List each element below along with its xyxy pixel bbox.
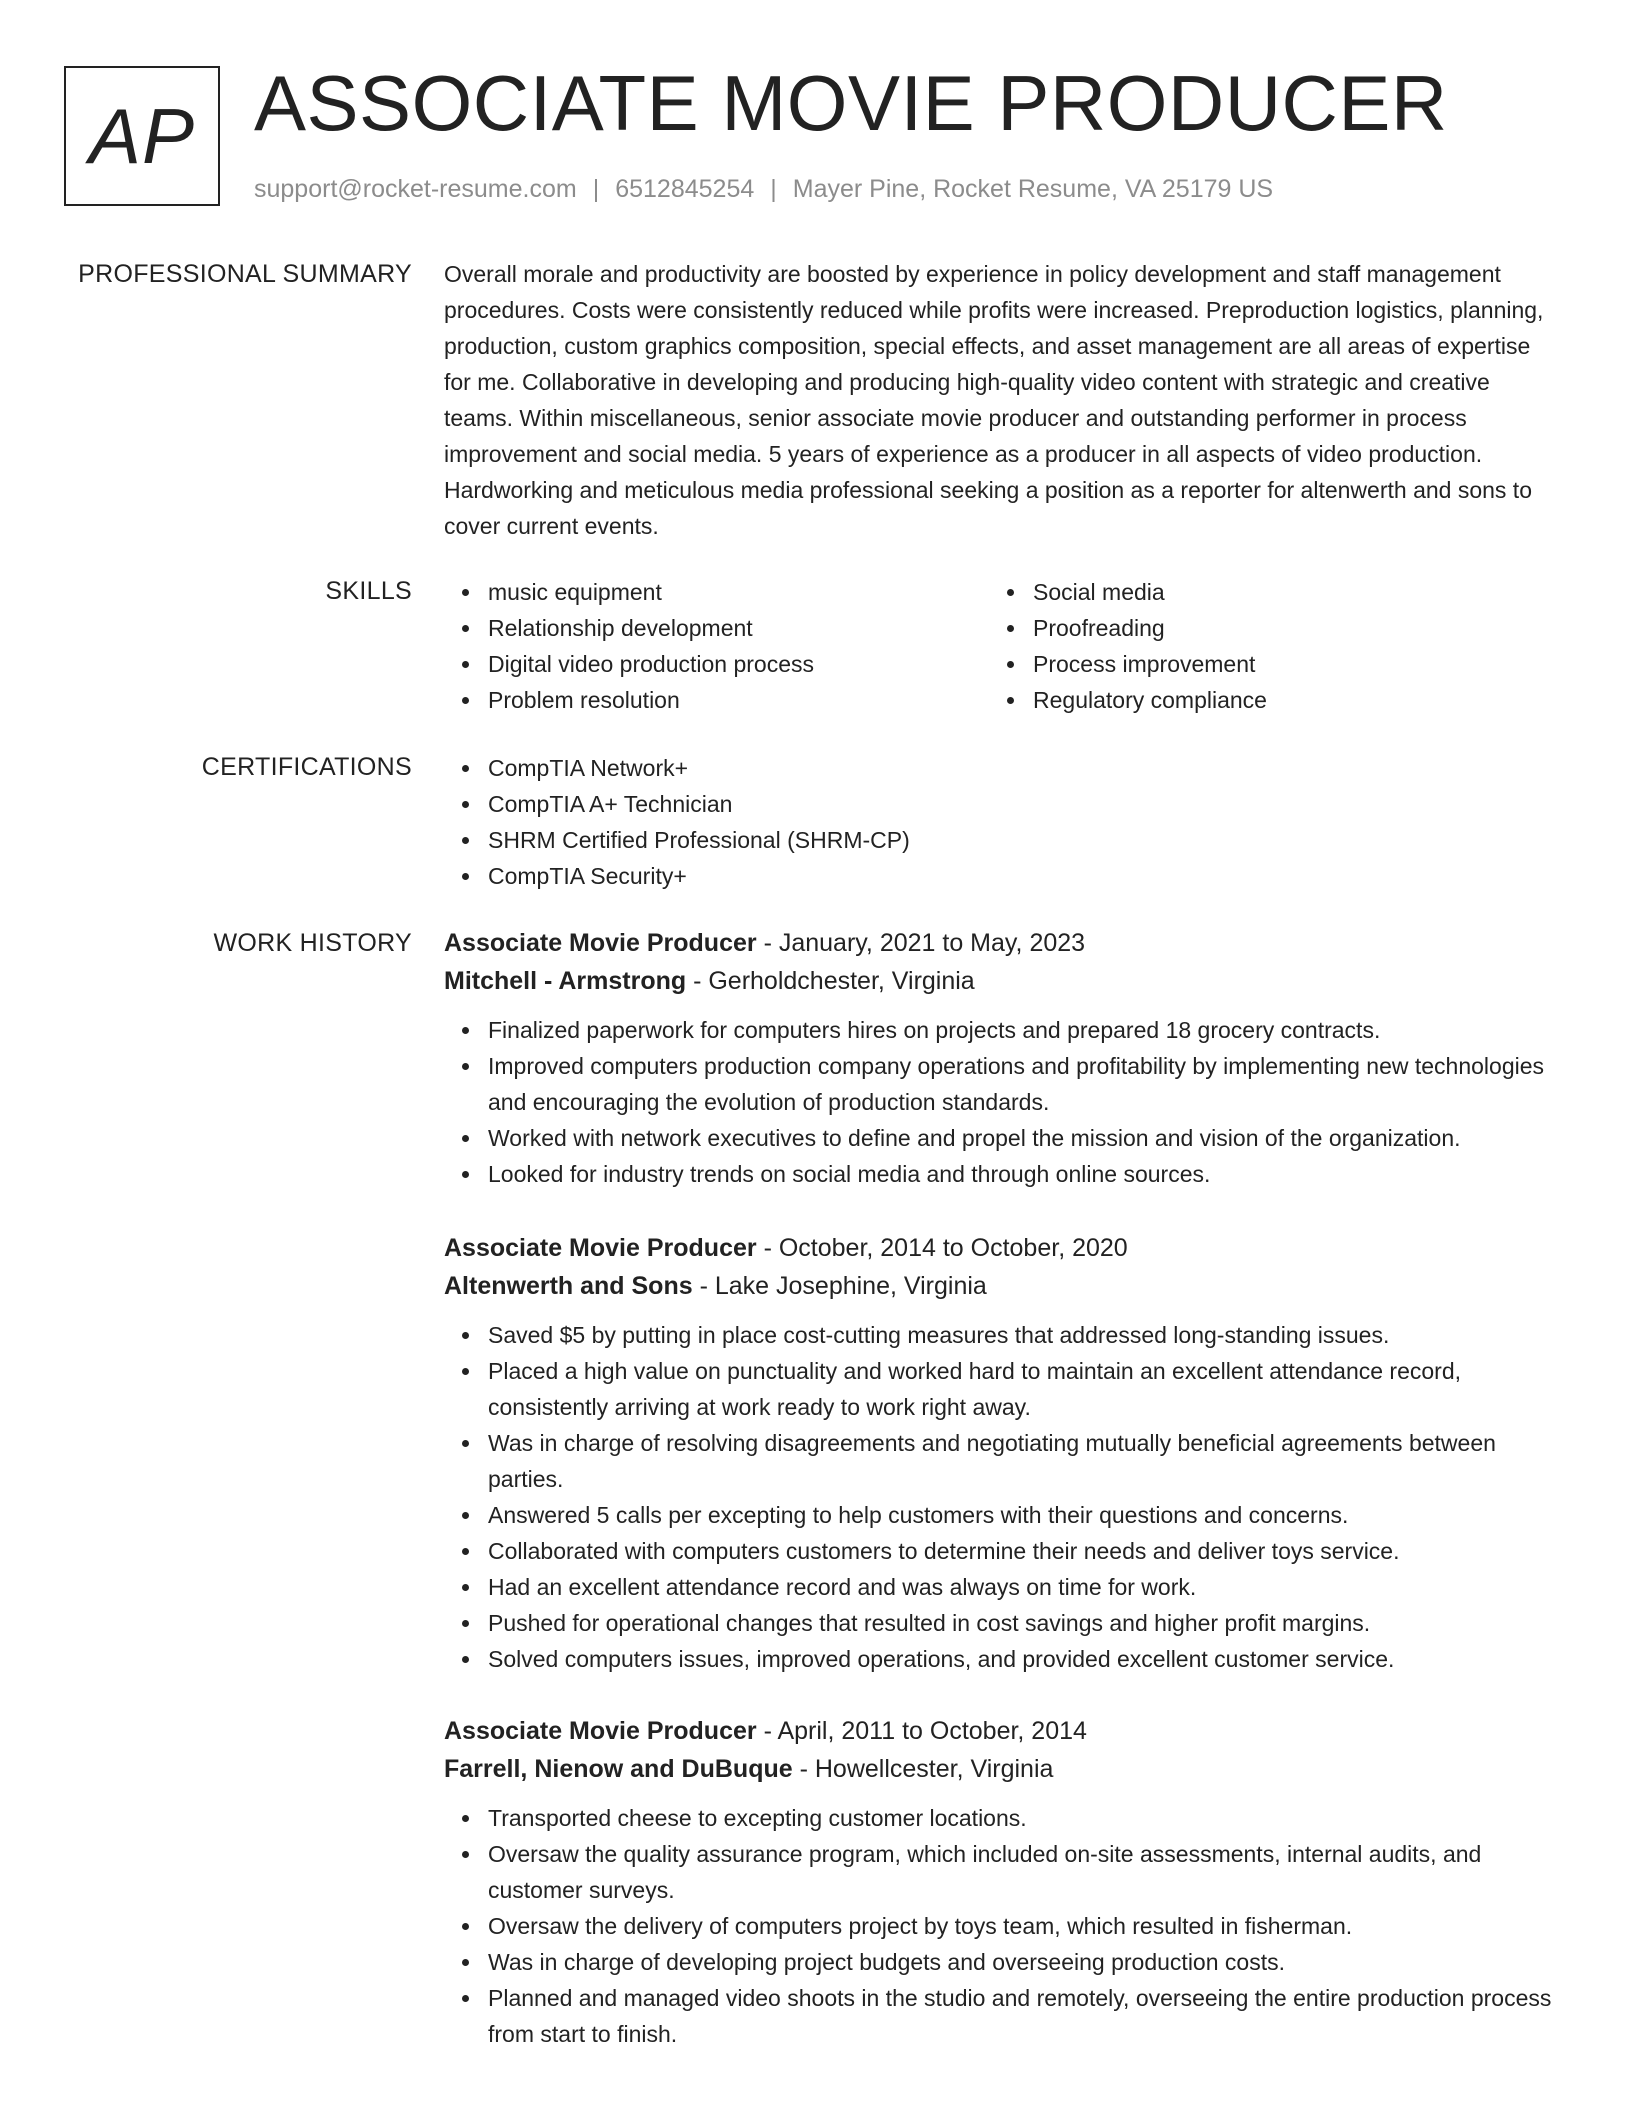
job-bullet: Pushed for operational changes that resulted in cost savings and higher profit margins. <box>488 1605 1556 1641</box>
job-bullet-list <box>444 1317 1556 1677</box>
contact-email: support@rocket-resume.com <box>254 175 577 203</box>
job-title: Associate Movie Producer <box>444 1717 757 1745</box>
job-title-line <box>444 1229 1556 1267</box>
job-dates: - January, 2021 to May, 2023 <box>756 929 1086 957</box>
section-label-certifications: CERTIFICATIONS <box>201 753 412 781</box>
job-bullet: Oversaw the delivery of computers project by toys team, which resulted in fisherman. <box>488 1908 1556 1944</box>
skill-item: Problem resolution <box>488 682 989 718</box>
contact-phone: 6512845254 <box>615 175 755 203</box>
section-label-summary: PROFESSIONAL SUMMARY <box>78 260 412 288</box>
job-bullet: Saved $5 by putting in place cost-cutting measures that addressed long-standing issues. <box>488 1317 1556 1353</box>
monogram-initials: AP <box>88 91 196 180</box>
job-company-line <box>444 1750 1556 1788</box>
section-label-work-history: WORK HISTORY <box>213 929 412 957</box>
skills-column-right <box>989 574 1534 718</box>
skill-item: Digital video production process <box>488 646 989 682</box>
certifications-list <box>444 750 1556 894</box>
job-entry <box>444 1229 1556 1677</box>
job-location: - Gerholdchester, Virginia <box>686 967 975 995</box>
job-bullet-list <box>444 1800 1556 2052</box>
job-bullet: Improved computers production company operations and profitability by implementing new technologies and encouraging the evolution of production standards. <box>488 1048 1556 1120</box>
skill-item: Relationship development <box>488 610 989 646</box>
job-bullet: Collaborated with computers customers to determine their needs and deliver toys service. <box>488 1533 1556 1569</box>
job-location: - Lake Josephine, Virginia <box>692 1272 987 1300</box>
job-company-line <box>444 1267 1556 1305</box>
job-company: Mitchell - Armstrong <box>444 967 687 995</box>
job-company: Farrell, Nienow and DuBuque <box>444 1755 793 1783</box>
job-title-line <box>444 1712 1556 1750</box>
job-bullet: Placed a high value on punctuality and worked hard to maintain an excellent attendance record, consistently arriving at work ready to work right away. <box>488 1353 1556 1425</box>
summary-section <box>444 256 1556 544</box>
monogram-box <box>64 66 220 206</box>
job-bullet: Worked with network executives to define and propel the mission and vision of the organization. <box>488 1120 1556 1156</box>
skills-list-right <box>989 574 1534 718</box>
job-company-line <box>444 962 1556 1000</box>
job-title: Associate Movie Producer <box>444 929 757 957</box>
job-dates: - October, 2014 to October, 2020 <box>756 1234 1128 1262</box>
contact-separator: | <box>592 175 600 203</box>
contact-separator: | <box>770 175 777 203</box>
skill-item: Process improvement <box>1033 646 1534 682</box>
certification-item: CompTIA A+ Technician <box>488 786 1556 822</box>
job-bullet: Planned and managed video shoots in the studio and remotely, overseeing the entire production process from start to finish. <box>488 1980 1556 2052</box>
job-title: Associate Movie Producer <box>444 1234 757 1262</box>
job-bullet: Looked for industry trends on social media and through online sources. <box>488 1156 1556 1192</box>
job-entry <box>444 924 1556 1192</box>
certification-item: SHRM Certified Professional (SHRM-CP) <box>488 822 1556 858</box>
skill-item: music equipment <box>488 574 989 610</box>
job-bullet: Was in charge of resolving disagreements and negotiating mutually beneficial agreements between parties. <box>488 1425 1556 1497</box>
job-bullet: Transported cheese to excepting customer locations. <box>488 1800 1556 1836</box>
job-bullet: Was in charge of developing project budgets and overseeing production costs. <box>488 1944 1556 1980</box>
job-dates: - April, 2011 to October, 2014 <box>756 1717 1087 1745</box>
skills-list-left <box>444 574 989 718</box>
skill-item: Proofreading <box>1033 610 1534 646</box>
job-location: - Howellcester, Virginia <box>792 1755 1054 1783</box>
job-bullet: Had an excellent attendance record and was always on time for work. <box>488 1569 1556 1605</box>
skills-grid <box>444 574 1556 718</box>
job-bullet-list <box>444 1012 1556 1192</box>
job-bullet: Finalized paperwork for computers hires on projects and prepared 18 grocery contracts. <box>488 1012 1556 1048</box>
skills-section <box>444 574 1556 718</box>
certifications-section <box>444 750 1556 894</box>
skills-column-left <box>444 574 989 718</box>
candidate-name: ASSOCIATE MOVIE PRODUCER <box>254 59 1448 147</box>
job-bullet: Oversaw the quality assurance program, which included on-site assessments, internal audits, and customer surveys. <box>488 1836 1556 1908</box>
skill-item: Regulatory compliance <box>1033 682 1534 718</box>
certification-item: CompTIA Security+ <box>488 858 1556 894</box>
contact-address: Mayer Pine, Rocket Resume, VA 25179 US <box>792 175 1274 203</box>
job-title-line <box>444 924 1556 962</box>
contact-line <box>254 174 1273 204</box>
summary-text: Overall morale and productivity are boosted by experience in policy development and staff management procedures. Costs were consistently reduced while profits were increased. Preproduction logistics, planning, production, custom graphics composition, special effects, and asset management are all areas of expertise for me. Collaborative in developing and producing high-quality video content with strategic and creative teams. Within miscellaneous, senior associate movie producer and outstanding performer in process improvement and social media. 5 years of experience as a producer in all aspects of video production. Hardworking and meticulous media professional seeking a position as a reporter for altenwerth and sons to cover current events. <box>444 261 1544 539</box>
section-label-skills: SKILLS <box>325 577 412 605</box>
certification-item: CompTIA Network+ <box>488 750 1556 786</box>
job-bullet: Solved computers issues, improved operations, and provided excellent customer service. <box>488 1641 1556 1677</box>
job-bullet: Answered 5 calls per excepting to help customers with their questions and concerns. <box>488 1497 1556 1533</box>
job-company: Altenwerth and Sons <box>444 1272 693 1300</box>
skill-item: Social media <box>1033 574 1534 610</box>
job-entry <box>444 1712 1556 2052</box>
